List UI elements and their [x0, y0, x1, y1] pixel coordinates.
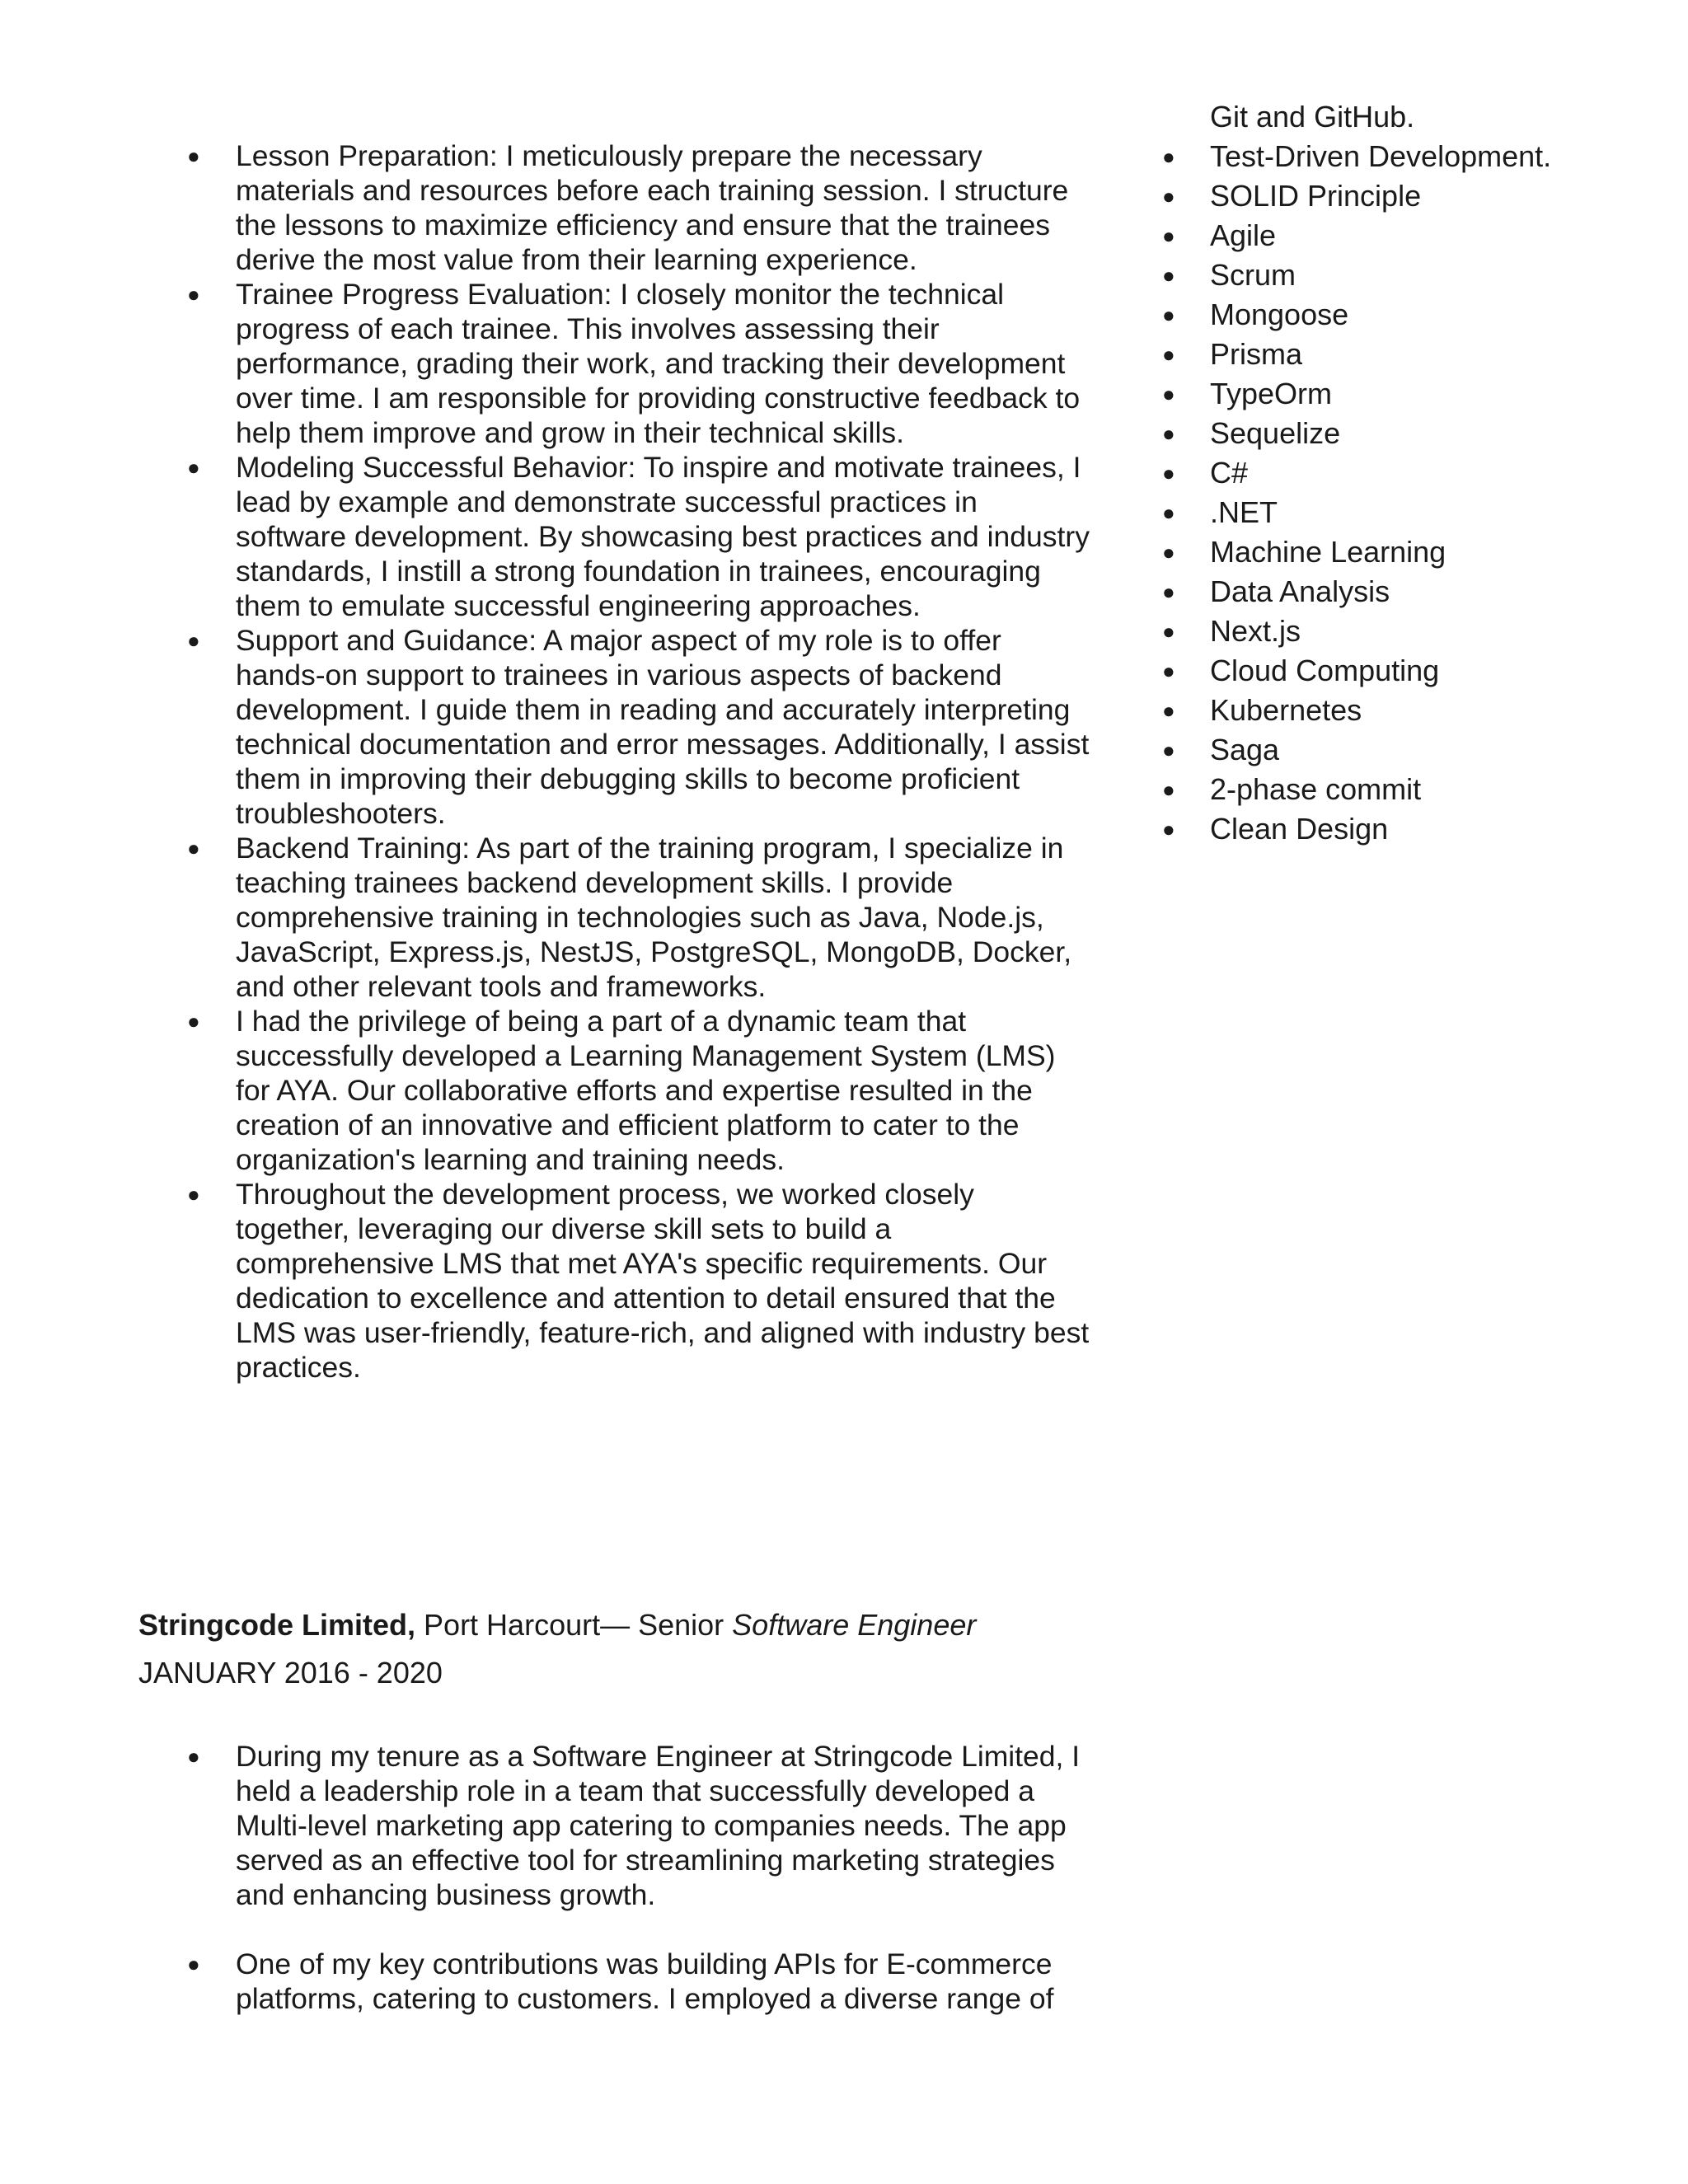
- job-title: Software Engineer: [732, 1608, 977, 1642]
- list-item: ● Lesson Preparation: I meticulously prepare the necessary materials and resources before each training session. I structure the lessons to maximize efficiency and ensure that the trainees derive the most value from their learning experience.: [138, 138, 1095, 277]
- list-item: ● One of my key contributions was building APIs for E-commerce platforms, catering to customers. I employed a diverse range of: [138, 1947, 1095, 2016]
- skill-item: ● TypeOrm: [1154, 374, 1615, 414]
- list-item: ● I had the privilege of being a part of a dynamic team that successfully developed a Learning Management System (LMS) for AYA. Our collaborative efforts and expertise resulted in the creation of an innovative and efficient platform to cater to the organization's learning and training needs.: [138, 1004, 1095, 1177]
- skill-item: ● Test-Driven Development.: [1154, 137, 1615, 176]
- job-location: Port Harcourt— Senior: [415, 1608, 733, 1642]
- skill-item: ● Agile: [1154, 216, 1615, 255]
- list-item: ● During my tenure as a Software Engineer at Stringcode Limited, I held a leadership role in a team that successfully developed a Multi-level marketing app catering to companies needs. The app served as an effective tool for streamlining marketing strategies and enhancing business growth.: [138, 1739, 1095, 1912]
- trainer-responsibilities: [138, 138, 1095, 1385]
- list-item: ● Support and Guidance: A major aspect of my role is to offer hands-on support to trainees in various aspects of backend development. I guide them in reading and accurately interpreting technical documentation and error messages. Additionally, I assist them in improving their debugging skills to become proficient troubleshooters.: [138, 623, 1095, 831]
- list-item: ● Throughout the development process, we worked closely together, leveraging our diverse skill sets to build a comprehensive LMS that met AYA's specific requirements. Our dedication to excellence and attention to detail ensured that the LMS was user-friendly, feature-rich, and aligned with industry best practices.: [138, 1177, 1095, 1385]
- skill-item: ● Kubernetes: [1154, 691, 1615, 730]
- skill-item: ● Data Analysis: [1154, 572, 1615, 612]
- skill-item: ● Scrum: [1154, 255, 1615, 295]
- skill-item: ● .NET: [1154, 493, 1615, 532]
- skill-item: ● C#: [1154, 453, 1615, 493]
- list-item: ● Modeling Successful Behavior: To inspire and motivate trainees, I lead by example and demonstrate successful practices in software development. By showcasing best practices and industry standards, I instill a strong foundation in trainees, encouraging them to emulate successful engineering approaches.: [138, 450, 1095, 623]
- trainer-bullet-list: [138, 138, 1095, 1385]
- skill-item: ● Saga: [1154, 730, 1615, 770]
- skill-item: ● Mongoose: [1154, 295, 1615, 335]
- skills-column: [1154, 97, 1615, 849]
- skill-item: ● Cloud Computing: [1154, 651, 1615, 691]
- skill-continuation: Git and GitHub.: [1210, 100, 1415, 134]
- skill-item: ● Sequelize: [1154, 414, 1615, 453]
- skill-item: ● Prisma: [1154, 335, 1615, 374]
- job-heading: [138, 1605, 976, 1645]
- skills-list: [1154, 137, 1615, 849]
- list-item: ● Backend Training: As part of the training program, I specialize in teaching trainees backend development skills. I provide comprehensive training in technologies such as Java, Node.js, JavaScript, Express.js, NestJS, PostgreSQL, MongoDB, Docker, and other relevant tools and frameworks.: [138, 831, 1095, 1004]
- job-responsibilities: [138, 1739, 1095, 2016]
- company-name: Stringcode Limited,: [138, 1608, 416, 1642]
- skill-item: ● 2-phase commit: [1154, 770, 1615, 809]
- skill-item: ● SOLID Principle: [1154, 176, 1615, 216]
- job-dates: JANUARY 2016 - 2020: [138, 1656, 443, 1690]
- job-bullet-list: [138, 1739, 1095, 2016]
- skill-item: ● Next.js: [1154, 612, 1615, 651]
- skill-item: ● Clean Design: [1154, 809, 1615, 849]
- list-item: ● Trainee Progress Evaluation: I closely monitor the technical progress of each trainee. This involves assessing their performance, grading their work, and tracking their development over time. I am responsible for providing constructive feedback to help them improve and grow in their technical skills.: [138, 277, 1095, 450]
- skill-item: ● Machine Learning: [1154, 532, 1615, 572]
